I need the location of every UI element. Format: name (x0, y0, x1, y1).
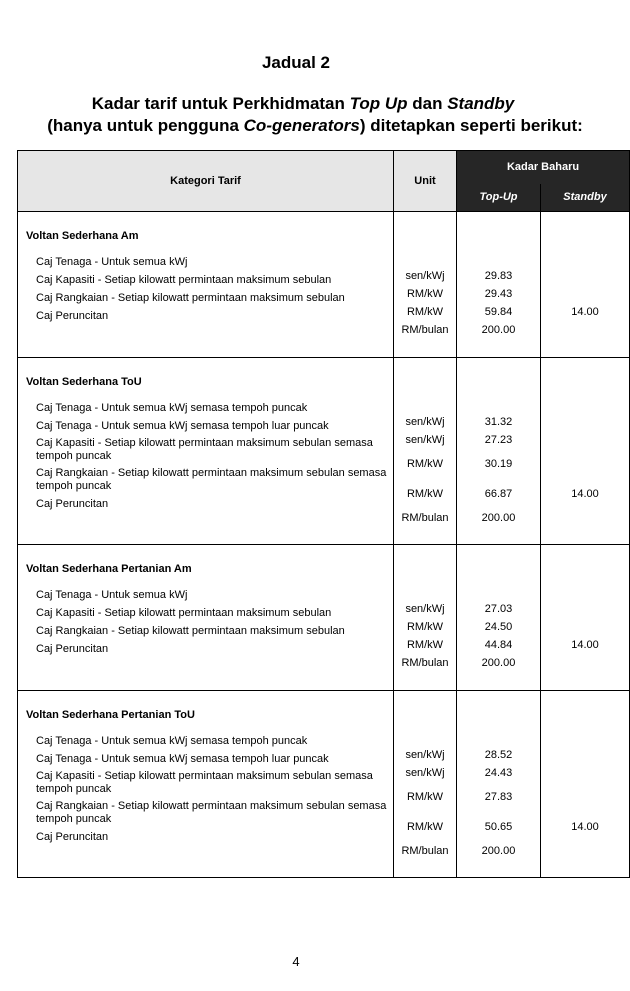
charge-topup-rate: 29.83 (484, 270, 513, 282)
table-number-title: Jadual 2 (261, 53, 331, 72)
charge-label: Caj Tenaga - Untuk semua kWj (36, 255, 188, 268)
section-topup-cell (457, 212, 541, 358)
charge-label: Caj Kapasiti - Setiap kilowatt permintaan maksimum sebulan (36, 606, 332, 619)
section-topup-cell (457, 545, 541, 691)
empty-cell (541, 600, 629, 618)
caption-text: Kadar tarif untuk Perkhidmatan (91, 94, 350, 113)
charge-unit: RM/kW (406, 288, 444, 300)
section-standby-cell (541, 212, 630, 358)
charge-unit: RM/kW (406, 821, 444, 833)
section-category-cell (18, 358, 394, 545)
empty-cell (541, 764, 629, 782)
table-caption-line-1 (0, 94, 618, 114)
section-title: Voltan Sederhana Pertanian Am (26, 563, 192, 575)
caption-emphasis-top-up: Top Up (349, 94, 408, 113)
charge-unit: RM/kW (406, 791, 444, 803)
section-title: Voltan Sederhana ToU (26, 376, 142, 388)
charge-label: Caj Rangkaian - Setiap kilowatt permintaan maksimum sebulan (36, 291, 345, 304)
charge-topup-rate: 44.84 (484, 639, 513, 651)
charge-unit: sen/kWj (405, 767, 445, 779)
standby-rate: 14.00 (571, 488, 599, 500)
charge-unit: sen/kWj (405, 434, 445, 446)
empty-cell (541, 782, 629, 812)
empty-cell (541, 618, 629, 636)
caption-text: dan (407, 94, 448, 113)
section-category-cell (18, 545, 394, 691)
header-standby: Standby (541, 184, 630, 212)
page-number: 4 (292, 954, 300, 969)
charge-unit: RM/kW (406, 639, 444, 651)
section-unit-cell (394, 545, 457, 691)
charge-topup-rate: 50.65 (484, 821, 513, 833)
empty-cell (541, 509, 629, 527)
charge-label: Caj Rangkaian - Setiap kilowatt permintaan maksimum sebulan (36, 624, 345, 637)
table-caption-line-2 (0, 116, 630, 136)
caption-text: (hanya untuk pengguna (47, 116, 244, 135)
standby-rate: 14.00 (571, 821, 599, 833)
charge-label: Caj Tenaga - Untuk semua kWj semasa tempoh puncak (36, 734, 308, 747)
charge-topup-rate: 27.03 (484, 603, 513, 615)
charge-topup-rate: 30.19 (484, 458, 513, 470)
caption-emphasis-standby: Standby (447, 94, 515, 113)
charge-label: Caj Kapasiti - Setiap kilowatt permintaan maksimum sebulan semasa tempoh puncak (36, 437, 373, 462)
header-top-up: Top-Up (457, 184, 541, 212)
empty-cell (541, 449, 629, 479)
empty-cell (541, 746, 629, 764)
charge-label: Caj Peruncitan (36, 830, 109, 843)
header-unit: Unit (394, 151, 457, 212)
charge-unit: sen/kWj (405, 416, 445, 428)
section-unit-cell (394, 358, 457, 545)
charge-topup-rate: 24.43 (484, 767, 513, 779)
header-category: Kategori Tarif (18, 151, 394, 212)
charge-label: Caj Tenaga - Untuk semua kWj semasa tempoh puncak (36, 401, 308, 414)
section-unit-cell (394, 212, 457, 358)
charge-label: Caj Tenaga - Untuk semua kWj semasa tempoh luar puncak (36, 752, 329, 765)
section-topup-cell (457, 691, 541, 878)
empty-cell (541, 413, 629, 431)
charge-topup-rate: 200.00 (481, 512, 516, 524)
charge-topup-rate: 27.23 (484, 434, 513, 446)
charge-topup-rate: 59.84 (484, 306, 513, 318)
tariff-section (18, 212, 630, 358)
charge-label: Caj Tenaga - Untuk semua kWj (36, 588, 188, 601)
charge-label: Caj Rangkaian - Setiap kilowatt permintaan maksimum sebulan semasa tempoh puncak (36, 467, 387, 492)
charge-topup-rate: 27.83 (484, 791, 513, 803)
charge-label: Caj Tenaga - Untuk semua kWj semasa tempoh luar puncak (36, 419, 329, 432)
charge-label: Caj Peruncitan (36, 309, 109, 322)
charge-label: Caj Kapasiti - Setiap kilowatt permintaan maksimum sebulan (36, 273, 332, 286)
section-standby-cell (541, 691, 630, 878)
charge-label: Caj Peruncitan (36, 642, 109, 655)
charge-topup-rate: 200.00 (481, 657, 516, 669)
charge-unit: sen/kWj (405, 603, 445, 615)
section-title: Voltan Sederhana Pertanian ToU (26, 709, 195, 721)
section-title: Voltan Sederhana Am (26, 230, 139, 242)
charge-unit: RM/kW (406, 458, 444, 470)
charge-topup-rate: 200.00 (481, 324, 516, 336)
standby-rate: 14.00 (571, 639, 599, 651)
charge-unit: RM/bulan (401, 324, 449, 336)
empty-cell (541, 267, 629, 285)
charge-unit: sen/kWj (405, 749, 445, 761)
charge-unit: RM/kW (406, 306, 444, 318)
section-standby-cell (541, 545, 630, 691)
charge-unit: RM/kW (406, 488, 444, 500)
empty-cell (541, 431, 629, 449)
section-unit-cell (394, 691, 457, 878)
header-new-rates: Kadar Baharu (457, 151, 630, 184)
charge-label: Caj Kapasiti - Setiap kilowatt permintaan maksimum sebulan semasa tempoh puncak (36, 770, 373, 795)
standby-rate: 14.00 (571, 306, 599, 318)
tariff-section (18, 358, 630, 545)
section-category-cell (18, 691, 394, 878)
caption-text: ) ditetapkan seperti berikut: (359, 116, 583, 135)
tariff-section (18, 545, 630, 691)
section-standby-cell (541, 358, 630, 545)
charge-topup-rate: 31.32 (484, 416, 513, 428)
charge-topup-rate: 66.87 (484, 488, 513, 500)
charge-topup-rate: 29.43 (484, 288, 513, 300)
tariff-section (18, 691, 630, 878)
empty-cell (541, 321, 629, 339)
empty-cell (541, 842, 629, 860)
charge-label: Caj Peruncitan (36, 497, 109, 510)
caption-emphasis-co-generators: Co-generators (243, 116, 360, 135)
charge-label: Caj Rangkaian - Setiap kilowatt permintaan maksimum sebulan semasa tempoh puncak (36, 800, 387, 825)
charge-unit: sen/kWj (405, 270, 445, 282)
section-category-cell (18, 212, 394, 358)
charge-unit: RM/bulan (401, 845, 449, 857)
empty-cell (541, 285, 629, 303)
charge-unit: RM/bulan (401, 657, 449, 669)
charge-topup-rate: 200.00 (481, 845, 516, 857)
charge-unit: RM/kW (406, 621, 444, 633)
charge-topup-rate: 28.52 (484, 749, 513, 761)
tariff-table (17, 150, 630, 878)
charge-topup-rate: 24.50 (484, 621, 513, 633)
empty-cell (541, 654, 629, 672)
charge-unit: RM/bulan (401, 512, 449, 524)
section-topup-cell (457, 358, 541, 545)
